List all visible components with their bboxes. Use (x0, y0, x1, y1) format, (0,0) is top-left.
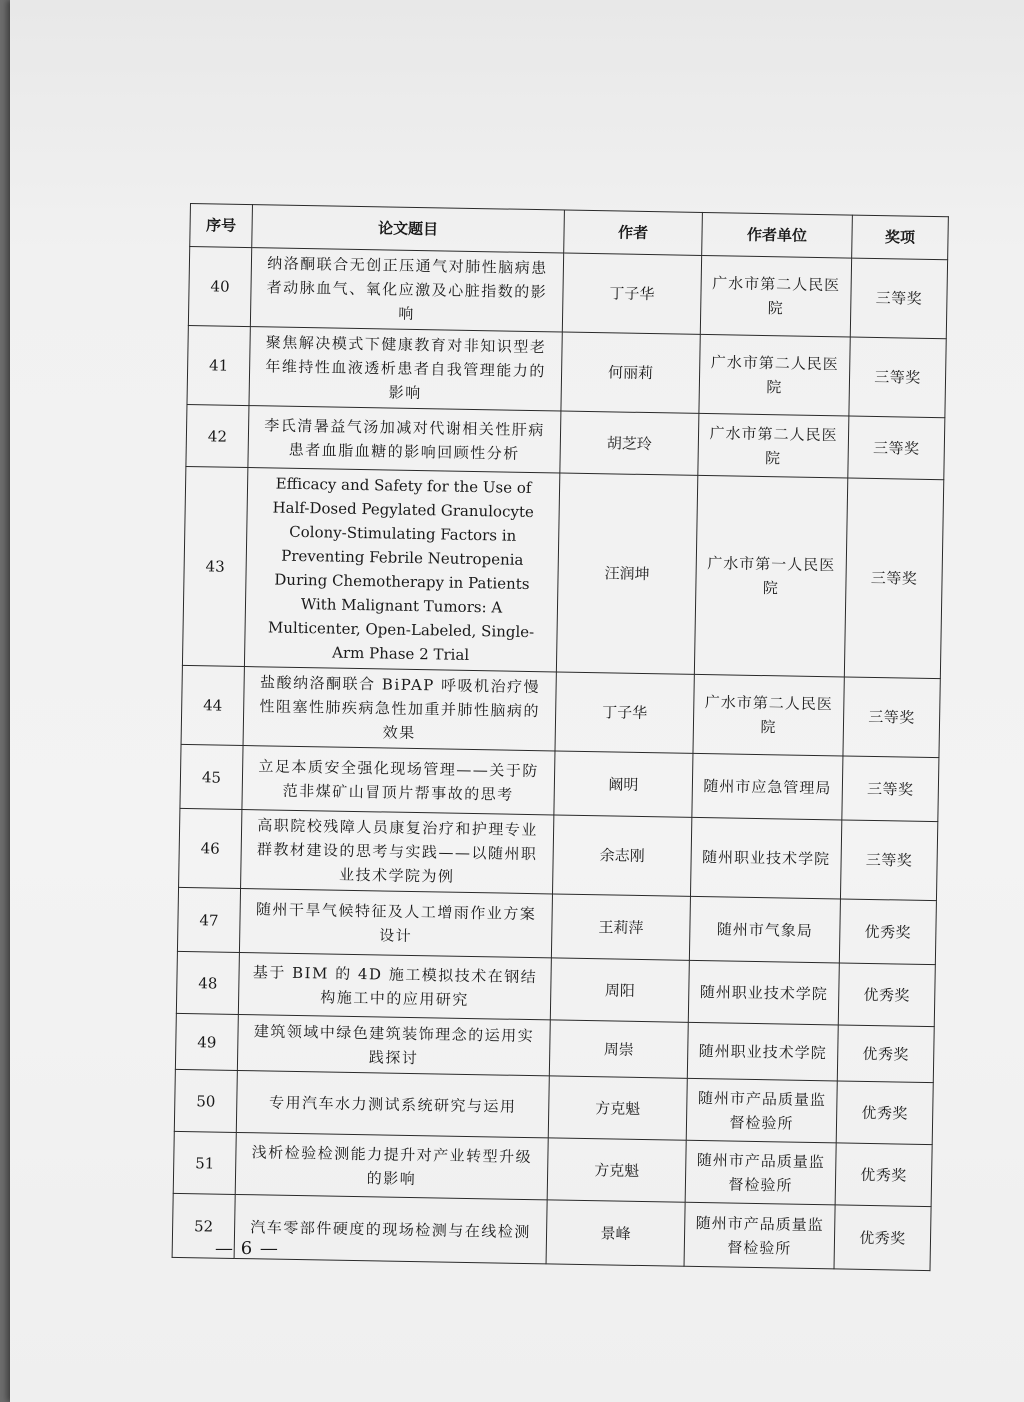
row-unit: 广水市第二人民医院 (693, 674, 844, 756)
row-author: 阚明 (554, 751, 693, 817)
row-title: 基于 BIM 的 4D 施工模拟技术在钢结构施工中的应用研究 (238, 952, 551, 1019)
header-no: 序号 (190, 204, 253, 248)
row-unit: 随州职业技术学院 (688, 960, 839, 1025)
row-no: 52 (172, 1193, 235, 1258)
row-title: 李氏清暑益气汤加减对代谢相关性肝病患者血脂血糖的影响回顾性分析 (248, 406, 561, 473)
row-author: 周崇 (549, 1020, 688, 1078)
row-title: 聚焦解决模式下健康教育对非知识型老年维持性血液透析患者自我管理能力的影响 (249, 327, 562, 411)
row-author: 丁子华 (562, 253, 701, 334)
row-title: 立足本质安全强化现场管理——关于防范非煤矿山冒顶片帮事故的思考 (242, 746, 555, 815)
row-no: 46 (179, 808, 242, 888)
row-no: 43 (182, 466, 247, 666)
header-title: 论文题目 (252, 205, 565, 253)
row-title: 随州干旱气候特征及人工增雨作业方案设计 (239, 888, 552, 957)
table-row (172, 1193, 931, 1270)
row-author: 丁子华 (555, 672, 694, 753)
header-award: 奖项 (852, 215, 949, 260)
row-author: 余志刚 (552, 815, 691, 896)
row-title: 建筑领域中绿色建筑装饰理念的运用实践探讨 (237, 1014, 550, 1075)
row-award: 优秀奖 (835, 1143, 932, 1207)
row-author: 周阳 (550, 958, 689, 1022)
row-no: 40 (188, 247, 251, 327)
row-unit: 广水市第二人民医院 (698, 413, 849, 478)
row-unit: 随州职业技术学院 (690, 817, 841, 899)
row-unit: 随州市应急管理局 (692, 753, 843, 820)
row-unit: 广水市第二人民医院 (699, 334, 850, 416)
row-no: 51 (173, 1131, 236, 1194)
row-title: 纳洛酮联合无创正压通气对肺性脑病患者动脉血气、氧化应激及心脏指数的影响 (250, 248, 563, 332)
row-no: 45 (180, 744, 243, 809)
row-author: 何丽莉 (561, 332, 700, 413)
row-unit: 随州市产品质量监督检验所 (684, 1202, 835, 1269)
row-title: 浅析检验检测能力提升对产业转型升级的影响 (235, 1132, 548, 1199)
row-award: 三等奖 (842, 756, 939, 822)
row-no: 49 (175, 1013, 238, 1070)
row-award: 三等奖 (840, 820, 937, 901)
row-no: 50 (174, 1069, 237, 1132)
row-author: 王莉萍 (551, 894, 690, 960)
row-title: 汽车零部件硬度的现场检测与在线检测 (234, 1194, 547, 1263)
table-row (181, 665, 940, 757)
row-award: 三等奖 (850, 258, 947, 339)
table-row (187, 325, 946, 417)
row-award: 三等奖 (844, 478, 943, 679)
row-author: 景峰 (546, 1200, 685, 1266)
row-award: 三等奖 (849, 337, 946, 418)
row-award: 优秀奖 (837, 1025, 934, 1083)
row-unit: 随州市产品质量监督检验所 (685, 1140, 836, 1205)
row-unit: 随州职业技术学院 (687, 1022, 838, 1081)
row-no: 42 (186, 404, 249, 467)
row-unit: 随州市产品质量监督检验所 (686, 1078, 837, 1143)
row-author: 方克魁 (548, 1076, 687, 1140)
row-author: 方克魁 (547, 1138, 686, 1202)
table-row (188, 247, 947, 339)
row-title: Efficacy and Safety for the Use of Half-Dosed Pegylated Granulocyte Colony-Stimulating Factors in Preventing Febrile Neutropenia During Chemotherapy in Patients With Malignant Tumors: A Multicenter, Open-Labeled, Single-Arm Phase 2 Trial (244, 468, 559, 672)
header-unit: 作者单位 (702, 212, 853, 258)
row-author: 胡芝玲 (560, 411, 699, 475)
row-unit: 广水市第二人民医院 (700, 255, 851, 337)
row-unit: 随州市气象局 (689, 896, 840, 963)
table-row (179, 808, 938, 900)
header-author: 作者 (564, 210, 703, 255)
document-page (10, 0, 1024, 1402)
row-author: 汪润坤 (556, 473, 697, 674)
row-title: 高职院校残障人员康复治疗和护理专业群教材建设的思考与实践——以随州职业技术学院为例 (241, 809, 554, 893)
row-no: 47 (177, 887, 240, 952)
row-award: 三等奖 (848, 416, 945, 480)
row-title: 盐酸纳洛酮联合 BiPAP 呼吸机治疗慢性阻塞性肺疾病急性加重并肺性脑病的效果 (243, 667, 556, 751)
page-number: — 6 — (215, 1238, 279, 1259)
row-award: 三等奖 (843, 677, 940, 758)
award-table (172, 203, 949, 1271)
row-no: 48 (176, 951, 239, 1014)
row-award: 优秀奖 (834, 1205, 931, 1271)
row-title: 专用汽车水力测试系统研究与运用 (236, 1070, 549, 1137)
table-row (182, 466, 943, 678)
row-award: 优秀奖 (836, 1081, 933, 1145)
row-no: 44 (181, 665, 244, 745)
row-unit: 广水市第一人民医院 (694, 475, 847, 677)
row-no: 41 (187, 325, 250, 405)
row-award: 优秀奖 (839, 899, 936, 965)
row-award: 优秀奖 (838, 963, 935, 1027)
